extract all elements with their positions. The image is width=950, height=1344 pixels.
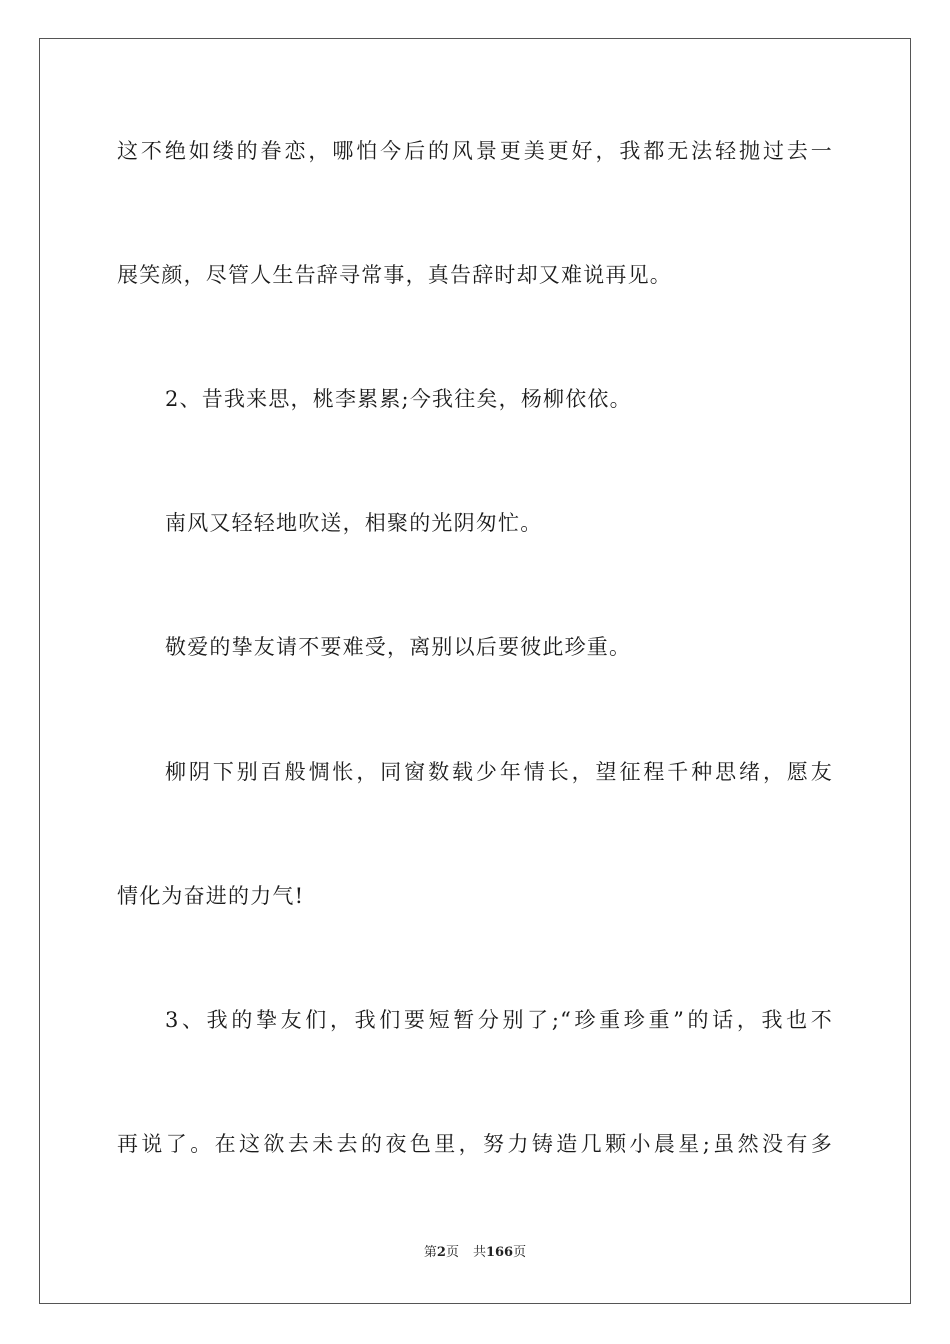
text-line-6: 柳阴下别百般惆怅，同窗数载少年情长，望征程千种思绪，愿友	[165, 760, 833, 784]
page-footer	[0, 1244, 950, 1262]
footer-total-suffix: 页	[513, 1245, 527, 1260]
text-line-4: 南风又轻轻地吹送，相聚的光阴匆忙。	[165, 511, 543, 535]
footer-page-suffix: 页	[445, 1245, 459, 1260]
text-line-3: 2、昔我来思，桃李累累;今我往矣，杨柳依依。	[165, 387, 632, 411]
text-line-1: 这不绝如缕的眷恋，哪怕今后的风景更美更好，我都无法轻抛过去一	[117, 139, 833, 163]
page-border	[39, 38, 911, 1304]
footer-total-prefix: 共	[472, 1245, 486, 1260]
text-line-2: 展笑颜，尽管人生告辞寻常事，真告辞时却又难说再见。	[117, 263, 672, 287]
text-line-5: 敬爱的挚友请不要难受，离别以后要彼此珍重。	[165, 635, 632, 659]
footer-page-prefix: 第	[423, 1245, 437, 1260]
footer-total-pages: 166	[485, 1245, 514, 1260]
footer-page-number: 2	[436, 1245, 446, 1260]
text-line-9: 再说了。在这欲去未去的夜色里，努力铸造几颗小晨星;虽然没有多	[117, 1132, 833, 1156]
text-line-7: 情化为奋进的力气!	[117, 884, 305, 908]
text-line-8: 3、我的挚友们，我们要短暂分别了;“珍重珍重”的话，我也不	[165, 1008, 833, 1032]
